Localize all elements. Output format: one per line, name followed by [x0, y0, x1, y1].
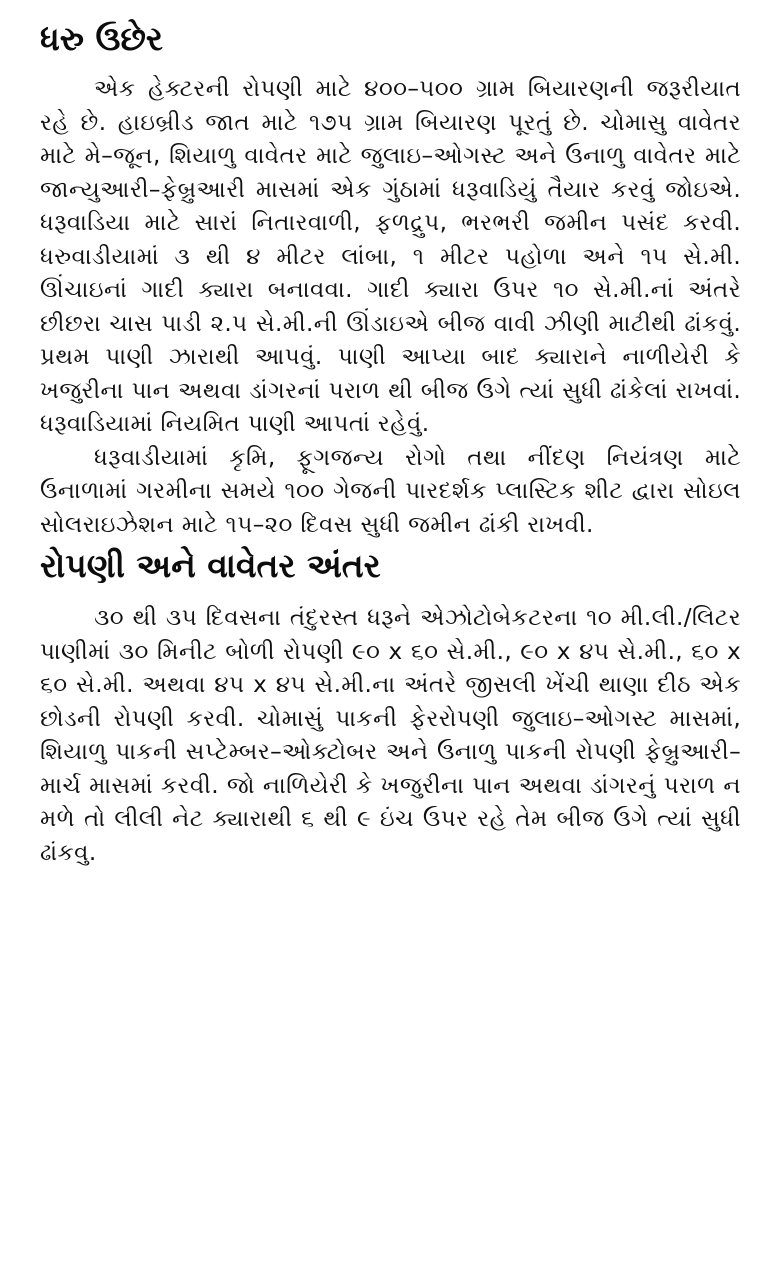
section-heading-transplanting-spacing: રોપણી અને વાવેતર અંતર — [40, 546, 381, 585]
paragraph-transplanting: ૩૦ થી ૩૫ દિવસના તંદુરસ્ત ધરૂને એઝોટોબેકટરના ૧૦ મી.લી./લિટર પાણીમાં ૩૦ મિનીટ બોળી રોપણી ૯૦ x ૬૦ સે.મી., ૯૦ x ૪૫ સે.મી., ૬૦ x ૬૦ સે.મી. અથવા ૪૫ x ૪૫ સે.મી.ના અંતરે જીસલી ખેંચી થાણા દીઠ એક છોડની રોપણી કરવી. ચોમાસું પાકની ફેરરોપણી જુલાઇ–ઓગસ્ટ માસમાં, શિયાળુ પાકની સપ્ટેમ્બર–ઓક્ટોબર અને ઉનાળુ પાકની રોપણી ફેબ્રુઆરી–માર્ચ માસમાં કરવી. જો નાળિયેરી કે ખજુરીના પાન અથવા ડાંગરનું પરાળ ન મળે તો લીલી નેટ ક્યારાથી ૬ થી ૯ ઇંચ ઉપર રહે તેમ બીજ ઉગે ત્યાં સુધી ઢાંકવુ. — [40, 604, 741, 866]
paragraph-nursery-seed-and-bed: એક હેક્ટરની રોપણી માટે ૪૦૦–૫૦૦ ગ્રામ બિયારણની જરૂરીયાત રહે છે. હાઇબ્રીડ જાત માટે ૧૭૫ ગ્રામ બિયારણ પૂરતું છે. ચોમાસુ વાવેતર માટે મે–જૂન, શિયાળુ વાવેતર માટે જુલાઇ–ઓગસ્ટ અને ઉનાળુ વાવેતર માટે જાન્યુઆરી–ફેબ્રુઆરી માસમાં એક ગુંઠામાં ધરૂવાડિયું તૈયાર કરવું જોઇએ. ધરૂવાડિયા માટે સારાં નિતારવાળી, ફળદ્રુપ, ભરભરી જમીન પસંદ કરવી. ધરુવાડીયામાં ૩ થી ૪ મીટર લાંબા, ૧ મીટર પહોળા અને ૧૫ સે.મી. ઊંચાઇનાં ગાદી ક્યારા બનાવવા. ગાદી ક્યારા ઉપર ૧૦ સે.મી.નાં અંતરે છીછરા ચાસ પાડી ૨.૫ સે.મી.ની ઊંડાઇએ બીજ વાવી ઝીણી માટીથી ઢાંકવું. પ્રથમ પાણી ઝારાથી આપવું. પાણી આપ્યા બાદ ક્યારાને નાળીયેરી કે ખજુરીના પાન અથવા ડાંગરનાં પરાળ થી બીજ ઉગે ત્યાં સુધી ઢાંકેલાં રાખવાં. ધરૂવાડિયામાં નિયમિત પાણી આપતાં રહેવું. — [40, 75, 741, 437]
section-heading-nursery: ધરુ ઉછેર — [40, 19, 163, 58]
paragraph-soil-solarization: ધરૂવાડીયામાં કૃમિ, ફૂગજન્ય રોગો તથા નીંદણ નિયંત્રણ માટે ઉનાળામાં ગરમીના સમયે ૧૦૦ ગેજની પારદર્શક પ્લાસ્ટિક શીટ દ્વારા સોઇલ સોલરાઇઝેશન માટે ૧૫–૨૦ દિવસ સુધી જમીન ઢાંકી રાખવી. — [40, 443, 741, 538]
